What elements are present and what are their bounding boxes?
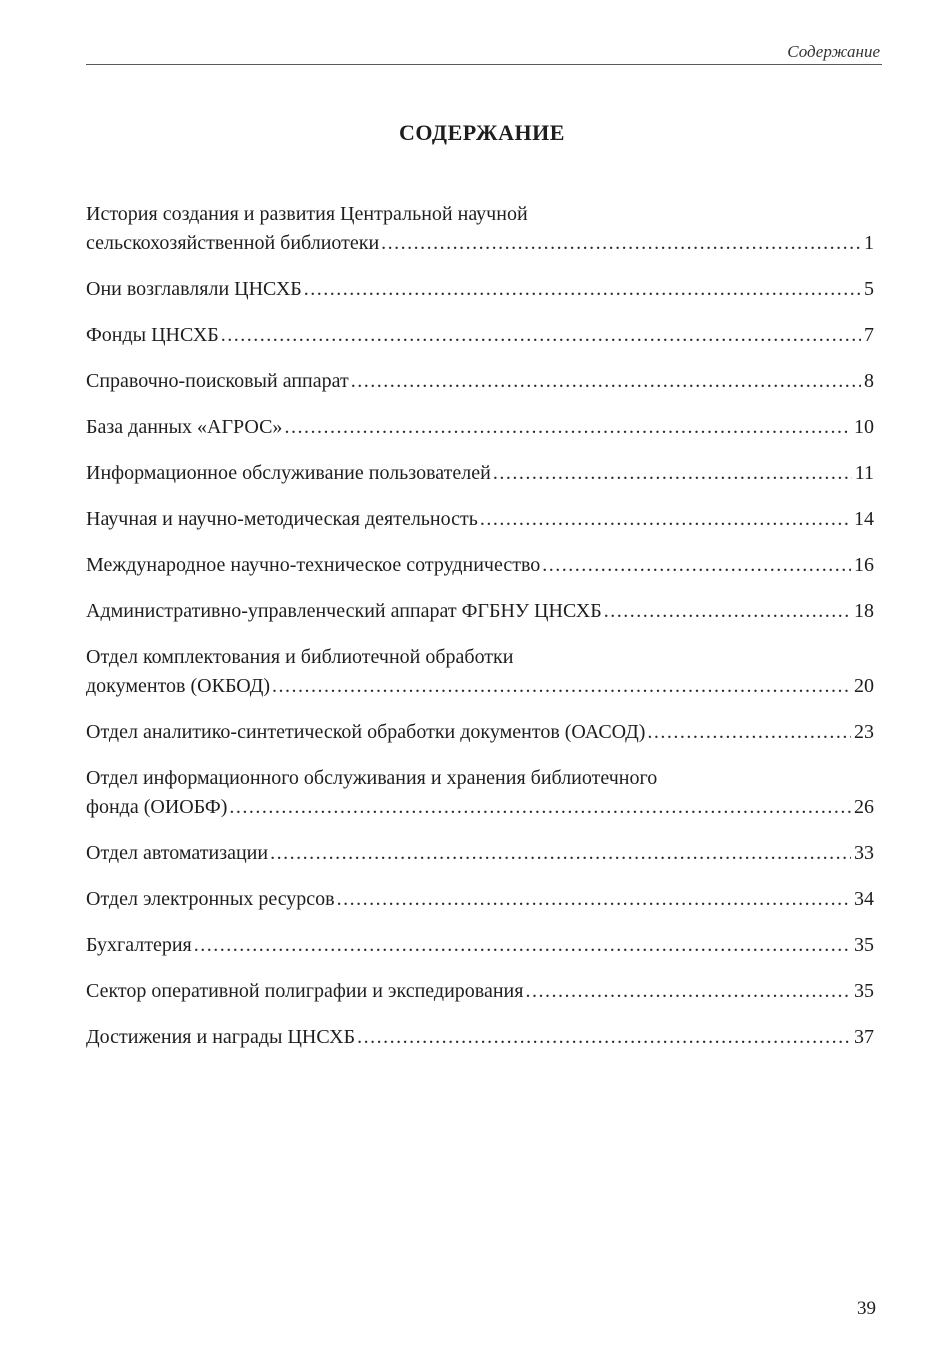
toc-entry-page-number: 5 — [864, 278, 874, 300]
toc-entry[interactable] — [86, 643, 874, 701]
toc-entry-title: Они возглавляли ЦНСХБ — [86, 278, 302, 300]
toc-entry[interactable] — [86, 413, 874, 442]
toc-entry-row — [86, 505, 874, 534]
toc-dot-leader — [542, 551, 851, 580]
toc-entry-title: Отдел электронных ресурсов — [86, 888, 335, 910]
toc-entry-page-number: 34 — [854, 888, 874, 910]
toc-entry-row — [86, 672, 874, 701]
toc-entry-title: Справочно-поисковый аппарат — [86, 370, 349, 392]
toc-entry[interactable] — [86, 367, 874, 396]
toc-dot-leader — [194, 931, 851, 960]
toc-entry-title: фонда (ОИОБФ) — [86, 796, 228, 818]
toc-entry-row — [86, 1023, 874, 1052]
toc-entry[interactable] — [86, 839, 874, 868]
toc-title: СОДЕРЖАНИЕ — [399, 120, 565, 145]
toc-dot-leader — [525, 977, 851, 1006]
toc-entry-title: сельскохозяйственной библиотеки — [86, 232, 380, 254]
toc-dot-leader — [337, 885, 851, 914]
toc-entry-page-number: 16 — [854, 554, 874, 576]
toc-entry-row — [86, 793, 874, 822]
running-header: Содержание — [787, 42, 880, 61]
toc-entry-row — [86, 885, 874, 914]
toc-entry[interactable] — [86, 885, 874, 914]
toc-entry-title: Отдел аналитико-синтетической обработки документов (ОАСОД) — [86, 721, 646, 743]
toc-dot-leader — [221, 321, 861, 350]
toc-dot-leader — [270, 839, 851, 868]
toc-entry-page-number: 26 — [854, 796, 874, 818]
toc-entry-title: Отдел автоматизации — [86, 842, 269, 864]
toc-dot-leader — [357, 1023, 851, 1052]
toc-entry-title-line1: Отдел комплектования и библиотечной обработки — [86, 646, 514, 668]
toc-entry[interactable] — [86, 275, 874, 304]
toc-entry-page-number: 8 — [864, 370, 874, 392]
toc-entry-row — [86, 459, 874, 488]
toc-dot-leader — [304, 275, 861, 304]
toc-entry[interactable] — [86, 977, 874, 1006]
toc-entry[interactable] — [86, 505, 874, 534]
toc-dot-leader — [284, 413, 851, 442]
toc-entry-page-number: 18 — [854, 600, 874, 622]
toc-entry-row — [86, 597, 874, 626]
toc-entry-page-number: 11 — [854, 462, 874, 484]
toc-entry-title-line1: Отдел информационного обслуживания и хранения библиотечного — [86, 767, 658, 789]
page-number: 39 — [857, 1298, 876, 1319]
toc-entry-page-number: 33 — [854, 842, 874, 864]
toc-entry-page-number: 35 — [854, 934, 874, 956]
toc-entry-row — [86, 229, 874, 258]
toc-dot-leader — [647, 718, 851, 747]
toc-entry[interactable] — [86, 764, 874, 822]
toc-entry[interactable] — [86, 718, 874, 747]
toc-dot-leader — [604, 597, 851, 626]
toc-dot-leader — [272, 672, 851, 701]
toc-entry-title: Информационное обслуживание пользователей — [86, 462, 491, 484]
toc-entry-title: База данных «АГРОС» — [86, 416, 283, 438]
table-of-contents — [86, 200, 874, 1069]
toc-entry-page-number: 14 — [854, 508, 874, 530]
toc-entry-title: Бухгалтерия — [86, 934, 192, 956]
toc-entry[interactable] — [86, 200, 874, 258]
toc-entry[interactable] — [86, 597, 874, 626]
toc-entry[interactable] — [86, 551, 874, 580]
toc-entry-row — [86, 321, 874, 350]
toc-entry-row — [86, 931, 874, 960]
toc-entry-title-line1: История создания и развития Центральной научной — [86, 203, 528, 225]
toc-entry-row — [86, 413, 874, 442]
toc-entry[interactable] — [86, 1023, 874, 1052]
toc-dot-leader — [351, 367, 861, 396]
toc-entry-page-number: 7 — [864, 324, 874, 346]
toc-entry-row — [86, 839, 874, 868]
toc-entry-row — [86, 551, 874, 580]
toc-entry-page-number: 20 — [854, 675, 874, 697]
toc-entry-row — [86, 718, 874, 747]
toc-entry-title: Сектор оперативной полиграфии и экспедирования — [86, 980, 524, 1002]
toc-entry-title: Научная и научно-методическая деятельность — [86, 508, 478, 530]
toc-dot-leader — [480, 505, 851, 534]
toc-dot-leader — [493, 459, 852, 488]
toc-entry-page-number: 37 — [854, 1026, 874, 1048]
toc-entry-title: Международное научно-техническое сотрудничество — [86, 554, 541, 576]
toc-entry-page-number: 23 — [854, 721, 874, 743]
toc-entry-row — [86, 977, 874, 1006]
toc-entry-page-number: 1 — [864, 232, 874, 254]
toc-entry[interactable] — [86, 459, 874, 488]
toc-entry[interactable] — [86, 931, 874, 960]
toc-entry-row — [86, 367, 874, 396]
toc-entry-row — [86, 275, 874, 304]
header-rule — [86, 64, 882, 65]
toc-dot-leader — [229, 793, 851, 822]
toc-entry[interactable] — [86, 321, 874, 350]
toc-dot-leader — [381, 229, 861, 258]
toc-entry-title: документов (ОКБОД) — [86, 675, 271, 697]
toc-entry-title: Фонды ЦНСХБ — [86, 324, 219, 346]
toc-entry-page-number: 10 — [854, 416, 874, 438]
toc-entry-title: Достижения и награды ЦНСХБ — [86, 1026, 356, 1048]
toc-entry-title: Административно-управленческий аппарат ФГБНУ ЦНСХБ — [86, 600, 602, 622]
toc-entry-page-number: 35 — [854, 980, 874, 1002]
